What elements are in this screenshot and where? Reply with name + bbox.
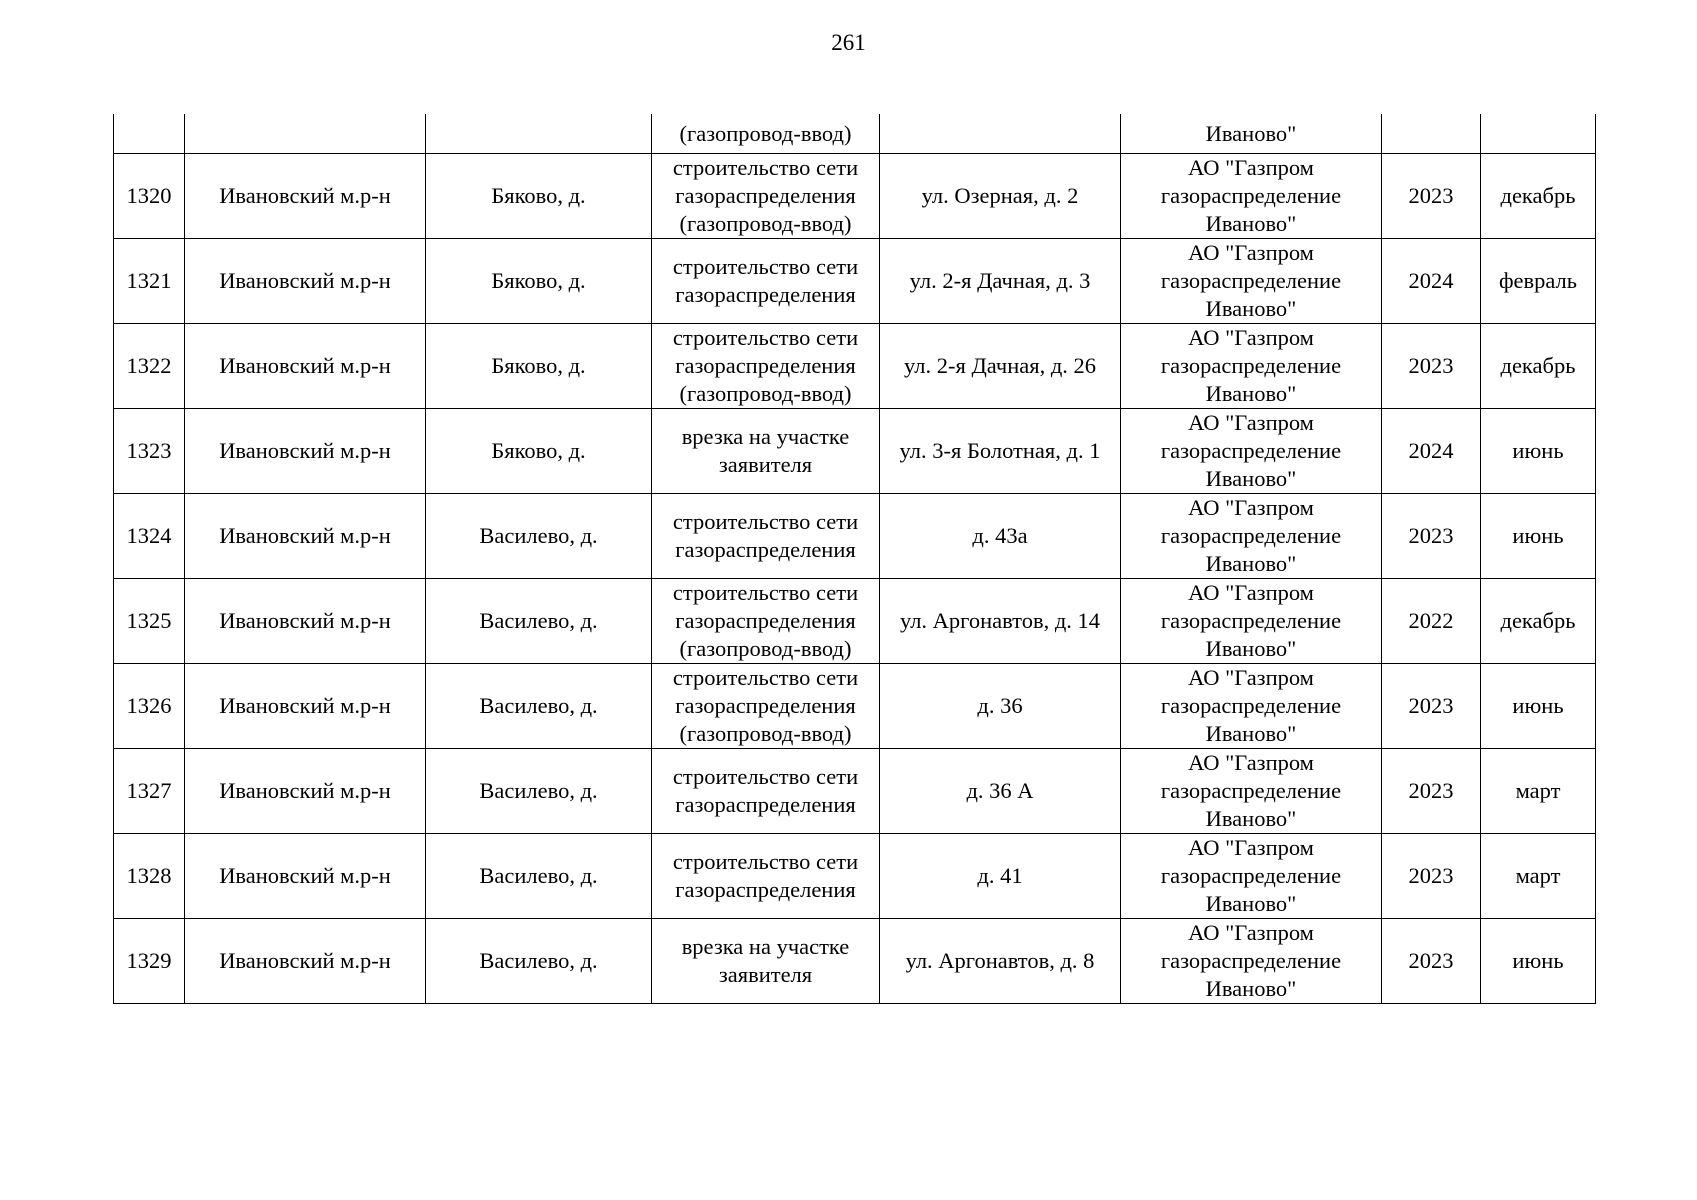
address-cell <box>880 114 1121 154</box>
locality-cell: Бяково, д. <box>426 409 652 494</box>
organization-line: Иваново" <box>1205 636 1297 661</box>
row-number-cell: 1327 <box>114 749 185 834</box>
year-cell: 2023 <box>1382 664 1481 749</box>
work-type-line: газораспределения <box>675 693 856 718</box>
row-number-cell <box>114 114 185 154</box>
organization-line: газораспределение <box>1160 183 1342 208</box>
organization-line: АО "Газпром <box>1188 240 1314 265</box>
work-type-line: врезка на участке <box>681 424 850 449</box>
month-cell: март <box>1481 834 1596 919</box>
work-type-line: газораспределения <box>675 608 856 633</box>
work-type-line: строительство сети <box>672 509 859 534</box>
year-cell: 2023 <box>1382 919 1481 1004</box>
year-cell: 2024 <box>1382 239 1481 324</box>
organization-line: Иваново" <box>1205 296 1297 321</box>
organization-line: АО "Газпром <box>1188 580 1314 605</box>
organization-line: газораспределение <box>1160 268 1342 293</box>
work-type-cell <box>652 664 880 749</box>
organization-cell <box>1121 324 1382 409</box>
month-cell <box>1481 114 1596 154</box>
locality-cell: Бяково, д. <box>426 324 652 409</box>
year-cell: 2022 <box>1382 579 1481 664</box>
table-row <box>114 494 1596 579</box>
organization-line: газораспределение <box>1160 353 1342 378</box>
work-type-line: газораспределения <box>675 537 856 562</box>
work-type-line: врезка на участке <box>681 934 850 959</box>
locality-cell: Василево, д. <box>426 919 652 1004</box>
district-cell: Ивановский м.р-н <box>185 919 426 1004</box>
work-type-line: строительство сети <box>672 325 859 350</box>
address-cell: ул. Аргонавтов, д. 14 <box>880 579 1121 664</box>
address-cell: д. 36 <box>880 664 1121 749</box>
district-cell <box>185 114 426 154</box>
organization-cell <box>1121 154 1382 239</box>
organization-cell <box>1121 239 1382 324</box>
table-row <box>114 324 1596 409</box>
year-cell: 2023 <box>1382 154 1481 239</box>
work-type-line: (газопровод-ввод) <box>679 721 852 746</box>
month-cell: март <box>1481 749 1596 834</box>
organization-line: АО "Газпром <box>1188 495 1314 520</box>
work-type-cell <box>652 494 880 579</box>
address-cell: ул. 2-я Дачная, д. 3 <box>880 239 1121 324</box>
row-number-cell: 1322 <box>114 324 185 409</box>
table-row <box>114 409 1596 494</box>
month-cell: июнь <box>1481 409 1596 494</box>
work-type-line: строительство сети <box>672 849 859 874</box>
address-cell: д. 41 <box>880 834 1121 919</box>
row-number-cell: 1326 <box>114 664 185 749</box>
work-type-cell <box>652 324 880 409</box>
district-cell: Ивановский м.р-н <box>185 324 426 409</box>
month-cell: июнь <box>1481 494 1596 579</box>
work-type-cell <box>652 834 880 919</box>
organization-line: газораспределение <box>1160 693 1342 718</box>
work-type-cell <box>652 919 880 1004</box>
year-cell <box>1382 114 1481 154</box>
locality-cell <box>426 114 652 154</box>
work-type-cell <box>652 579 880 664</box>
work-type-line: (газопровод-ввод) <box>679 636 852 661</box>
work-type-line: строительство сети <box>672 155 859 180</box>
table-row-continuation <box>114 114 1596 154</box>
table-row <box>114 154 1596 239</box>
work-type-cell <box>652 239 880 324</box>
organization-line: АО "Газпром <box>1188 665 1314 690</box>
month-cell: декабрь <box>1481 579 1596 664</box>
table-row <box>114 919 1596 1004</box>
locality-cell: Василево, д. <box>426 834 652 919</box>
work-type-line: газораспределения <box>675 792 856 817</box>
organization-line: газораспределение <box>1160 438 1342 463</box>
organization-line: Иваново" <box>1205 211 1297 236</box>
month-cell: декабрь <box>1481 154 1596 239</box>
address-cell: ул. 3-я Болотная, д. 1 <box>880 409 1121 494</box>
work-type-cell <box>652 749 880 834</box>
table-row <box>114 239 1596 324</box>
organization-cell <box>1121 114 1382 154</box>
organization-line: газораспределение <box>1160 778 1342 803</box>
row-number-cell: 1321 <box>114 239 185 324</box>
organization-cell <box>1121 409 1382 494</box>
table-body <box>114 114 1596 1004</box>
organization-line: газораспределение <box>1160 863 1342 888</box>
district-cell: Ивановский м.р-н <box>185 579 426 664</box>
organization-line: АО "Газпром <box>1188 155 1314 180</box>
year-cell: 2024 <box>1382 409 1481 494</box>
year-cell: 2023 <box>1382 834 1481 919</box>
work-type-line: газораспределения <box>675 282 856 307</box>
district-cell: Ивановский м.р-н <box>185 749 426 834</box>
address-cell: д. 43а <box>880 494 1121 579</box>
organization-line: АО "Газпром <box>1188 835 1314 860</box>
locality-cell: Василево, д. <box>426 494 652 579</box>
organization-line: Иваново" <box>1205 721 1297 746</box>
organization-line: АО "Газпром <box>1188 920 1314 945</box>
organization-cell <box>1121 494 1382 579</box>
district-cell: Ивановский м.р-н <box>185 664 426 749</box>
month-cell: июнь <box>1481 919 1596 1004</box>
district-cell: Ивановский м.р-н <box>185 834 426 919</box>
organization-line: газораспределение <box>1160 948 1342 973</box>
locality-cell: Василево, д. <box>426 664 652 749</box>
work-type-cell <box>652 114 880 154</box>
work-type-line: строительство сети <box>672 665 859 690</box>
organization-cell <box>1121 664 1382 749</box>
work-type-line: заявителя <box>718 452 813 477</box>
work-type-line: газораспределения <box>675 353 856 378</box>
work-type-cell <box>652 409 880 494</box>
table-row <box>114 749 1596 834</box>
gas-connection-table <box>113 114 1596 1004</box>
work-type-line: (газопровод-ввод) <box>679 211 852 236</box>
organization-line: АО "Газпром <box>1188 750 1314 775</box>
table-row <box>114 664 1596 749</box>
row-number-cell: 1329 <box>114 919 185 1004</box>
organization-line: Иваново" <box>1205 806 1297 831</box>
organization-line: Иваново" <box>1205 381 1297 406</box>
year-cell: 2023 <box>1382 749 1481 834</box>
organization-line: АО "Газпром <box>1188 325 1314 350</box>
organization-line: Иваново" <box>1205 120 1297 146</box>
work-type-line: газораспределения <box>675 183 856 208</box>
row-number-cell: 1320 <box>114 154 185 239</box>
year-cell: 2023 <box>1382 494 1481 579</box>
work-type-line: строительство сети <box>672 764 859 789</box>
month-cell: декабрь <box>1481 324 1596 409</box>
organization-cell <box>1121 579 1382 664</box>
work-type-cell <box>652 154 880 239</box>
locality-cell: Бяково, д. <box>426 154 652 239</box>
work-type-line: газораспределения <box>675 877 856 902</box>
row-number-cell: 1323 <box>114 409 185 494</box>
row-number-cell: 1325 <box>114 579 185 664</box>
organization-line: Иваново" <box>1205 466 1297 491</box>
month-cell: февраль <box>1481 239 1596 324</box>
district-cell: Ивановский м.р-н <box>185 409 426 494</box>
organization-line: Иваново" <box>1205 891 1297 916</box>
row-number-cell: 1328 <box>114 834 185 919</box>
month-cell: июнь <box>1481 664 1596 749</box>
organization-line: газораспределение <box>1160 608 1342 633</box>
address-cell: ул. 2-я Дачная, д. 26 <box>880 324 1121 409</box>
district-cell: Ивановский м.р-н <box>185 494 426 579</box>
organization-line: АО "Газпром <box>1188 410 1314 435</box>
work-type-line: (газопровод-ввод) <box>679 381 852 406</box>
address-cell: ул. Аргонавтов, д. 8 <box>880 919 1121 1004</box>
table-row <box>114 579 1596 664</box>
year-cell: 2023 <box>1382 324 1481 409</box>
district-cell: Ивановский м.р-н <box>185 239 426 324</box>
organization-cell <box>1121 749 1382 834</box>
work-type-line: (газопровод-ввод) <box>679 120 852 146</box>
row-number-cell: 1324 <box>114 494 185 579</box>
page-number: 261 <box>831 30 866 55</box>
organization-line: Иваново" <box>1205 976 1297 1001</box>
work-type-line: строительство сети <box>672 254 859 279</box>
work-type-line: заявителя <box>718 962 813 987</box>
address-cell: ул. Озерная, д. 2 <box>880 154 1121 239</box>
locality-cell: Василево, д. <box>426 579 652 664</box>
locality-cell: Василево, д. <box>426 749 652 834</box>
organization-line: Иваново" <box>1205 551 1297 576</box>
locality-cell: Бяково, д. <box>426 239 652 324</box>
organization-line: газораспределение <box>1160 523 1342 548</box>
district-cell: Ивановский м.р-н <box>185 154 426 239</box>
organization-cell <box>1121 834 1382 919</box>
organization-cell <box>1121 919 1382 1004</box>
table-row <box>114 834 1596 919</box>
work-type-line: строительство сети <box>672 580 859 605</box>
address-cell: д. 36 А <box>880 749 1121 834</box>
